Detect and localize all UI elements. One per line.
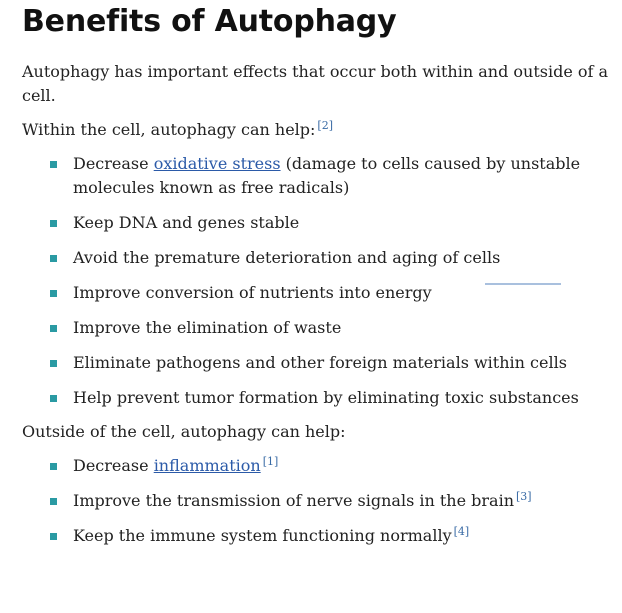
reference-1[interactable]: [1] [262, 454, 279, 468]
reference-3[interactable]: [3] [516, 489, 532, 503]
list-item [22, 524, 612, 548]
list-item-text: Keep DNA and genes stable [73, 213, 300, 232]
list-item-text: Improve the elimination of waste [73, 318, 342, 337]
list-item-text-pre: Decrease [73, 456, 154, 475]
bullet-icon [50, 325, 57, 332]
list-item [22, 454, 612, 478]
list-item-text: Keep the immune system functioning normally [73, 526, 452, 545]
list-item-text: Improve the transmission of nerve signals in the brain [73, 491, 515, 510]
bullet-icon [50, 290, 57, 297]
bullet-icon [50, 498, 57, 505]
reference-2[interactable]: [2] [317, 118, 334, 132]
bullet-icon [50, 360, 57, 367]
bullet-icon [50, 220, 57, 227]
list-item [22, 211, 612, 235]
page-title: Benefits of Autophagy [22, 4, 397, 39]
list-item [22, 152, 612, 200]
inflammation-link[interactable]: inflammation [153, 456, 261, 475]
list-item-text: Help prevent tumor formation by eliminating toxic substances [73, 388, 579, 407]
decorative-underline [485, 283, 561, 285]
within-cell-lead [22, 118, 612, 142]
article-content [22, 0, 612, 548]
bullet-icon [50, 255, 57, 262]
list-item [22, 386, 612, 410]
list-item-text: Improve conversion of nutrients into energy [73, 283, 432, 302]
within-cell-list [22, 152, 612, 410]
list-item [22, 351, 612, 375]
intro-paragraph: Autophagy has important effects that occur both within and outside of a cell. [22, 62, 609, 105]
list-item [22, 489, 612, 513]
reference-4[interactable]: [4] [453, 524, 470, 538]
list-item-text-post: (damage to cells caused by unstable molecules known as free radicals) [73, 154, 581, 197]
bullet-icon [50, 463, 57, 470]
bullet-icon [50, 161, 57, 168]
list-item-text: Avoid the premature deterioration and aging of cells [73, 248, 501, 267]
outside-cell-lead: Outside of the cell, autophagy can help: [22, 422, 346, 441]
list-item [22, 316, 612, 340]
within-cell-lead-text: Within the cell, autophagy can help: [22, 120, 316, 139]
oxidative-stress-link[interactable]: oxidative stress [153, 154, 281, 173]
list-item-text: Eliminate pathogens and other foreign materials within cells [73, 353, 567, 372]
bullet-icon [50, 395, 57, 402]
outside-cell-list [22, 454, 612, 548]
bullet-icon [50, 533, 57, 540]
list-item-text-pre: Decrease [73, 154, 154, 173]
list-item [22, 246, 612, 270]
